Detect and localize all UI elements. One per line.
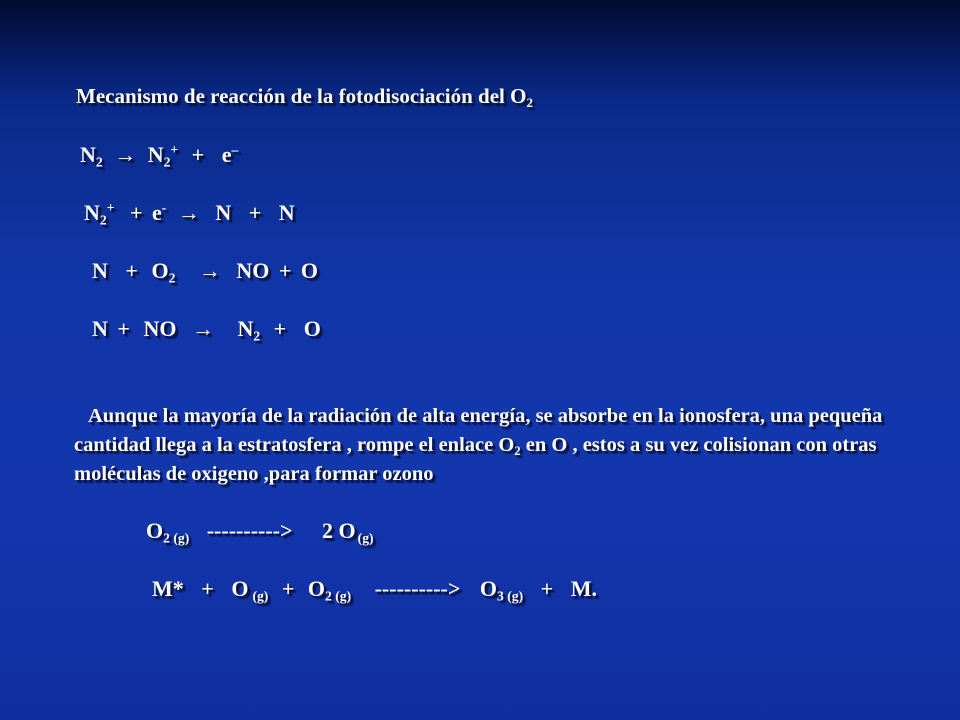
equation-2: $N_2^+ + e^- \to N + N$	[84, 199, 295, 228]
reaction-2: M* + O $_{(g)} + O_{2 (g)}$ ----------> $O_{3 (g)} + M$.	[152, 576, 597, 604]
equation-1: $N_2 \to N_2^+ + e^-$	[80, 141, 239, 170]
explanation-paragraph: Aunque la mayoría de la radiación de alta energía, se absorbe en la ionosfera, una pequeña cantidad llega a la estratosfera , rompe el enlace $O_2$ en O , estos a su vez colisionan con otras moléculas de oxigeno ,para formar ozono	[74, 405, 883, 485]
arrow-icon: →	[191, 316, 214, 341]
arrow-text: ---------->	[374, 576, 461, 601]
reaction-1: $O_{2 (g)}$ ----------> 2 O $_{(g)}$	[146, 518, 374, 546]
arrow-icon: →	[114, 142, 137, 167]
arrow-text: ---------->	[206, 518, 293, 543]
equation-4: N + NO → $N_2 + O$	[92, 316, 321, 344]
equation-3: $N + O_2$ → NO + O	[92, 258, 319, 286]
slide-title: Mecanismo de reacción de la fotodisociación del $O_2$	[76, 84, 533, 111]
arrow-icon: →	[177, 200, 200, 225]
arrow-icon: →	[198, 258, 221, 283]
